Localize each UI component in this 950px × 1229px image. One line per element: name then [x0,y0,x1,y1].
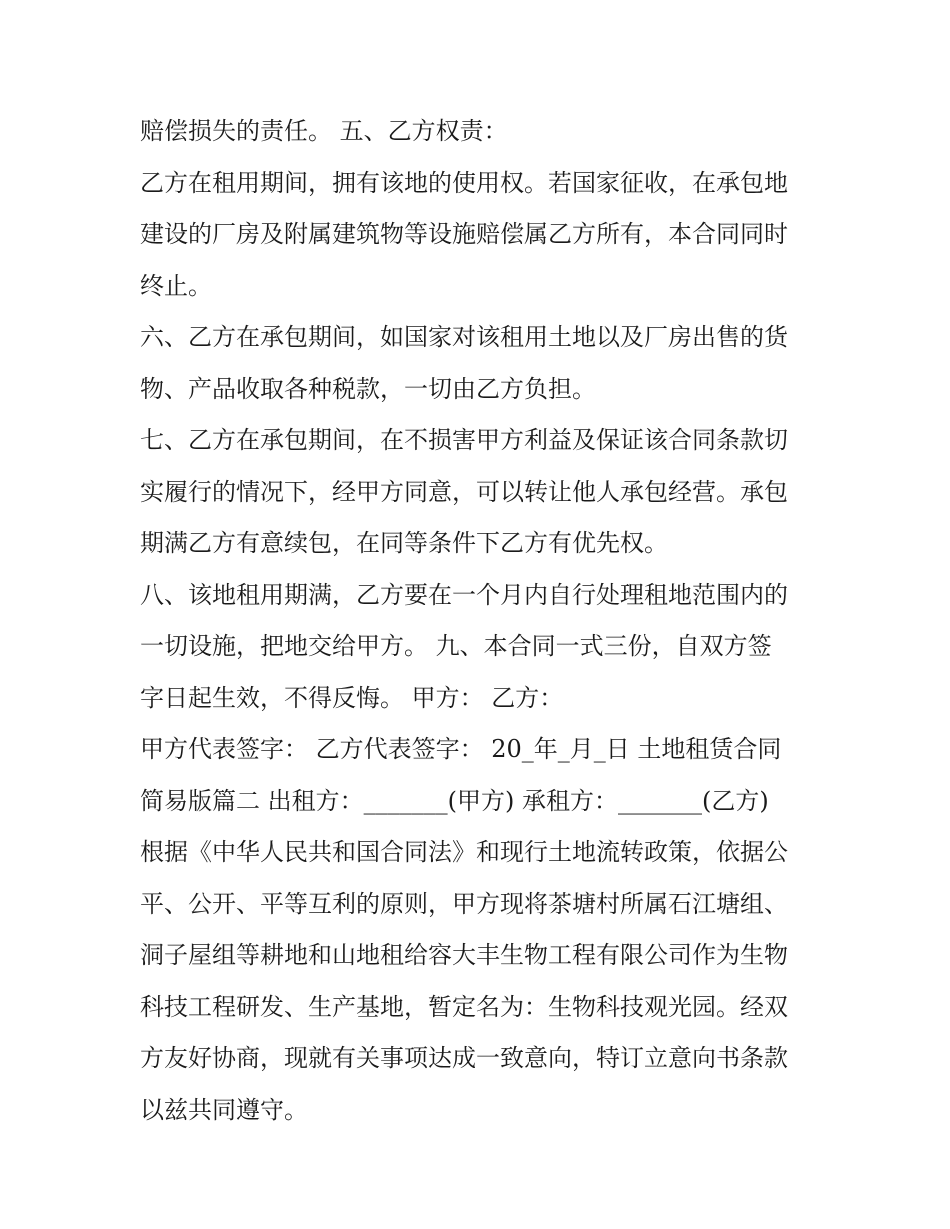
text-line: 实履行的情况下，经甲方同意，可以转让他人承包经营。承包 [140,477,788,506]
text-line: 字日起生效，不得反悔。 甲方： 乙方： [140,683,564,712]
text-line: 科技工程研发、生产基地，暂定名为：生物科技观光园。经双 [140,992,788,1021]
text-line: 终止。 [140,271,212,300]
text-line: 七、乙方在承包期间，在不损害甲方利益及保证该合同条款切 [140,426,788,454]
text-line: 乙方在租用期间，拥有该地的使用权。若国家征收，在承包地 [140,168,788,197]
document-body [140,106,820,1136]
text-line: 物、产品收取各种税款，一切由乙方负担。 [140,374,596,403]
text-line: 甲方代表签字： 乙方代表签字： 20_年_月_日 土地租赁合同 [140,735,782,763]
text-line: 期满乙方有意续包，在同等条件下乙方有优先权。 [140,529,668,557]
text-line: 六、乙方在承包期间，如国家对该租用土地以及厂房出售的货 [140,323,788,351]
text-line: 平、公开、平等互利的原则，甲方现将茶塘村所属石江塘组、 [140,889,788,918]
text-line: 简易版篇二 出租方：_______(甲方) 承租方：_______(乙方) [140,786,769,815]
text-line: 以兹共同遵守。 [140,1095,308,1124]
text-line: 建设的厂房及附属建筑物等设施赔偿属乙方所有，本合同同时 [140,220,788,248]
text-line: 八、该地租用期满，乙方要在一个月内自行处理租地范围内的 [140,580,788,609]
text-line: 一切设施，把地交给甲方。 九、本合同一式三份，自双方签 [140,632,772,660]
text-line: 赔偿损失的责任。 五、乙方权责： [140,117,508,145]
text-line: 根据《中华人民共和国合同法》和现行土地流转政策，依据公 [140,838,788,866]
text-line: 方友好协商，现就有关事项达成一致意向，特订立意向书条款 [140,1044,788,1072]
text-line: 洞子屋组等耕地和山地租给容大丰生物工程有限公司作为生物 [140,941,788,969]
